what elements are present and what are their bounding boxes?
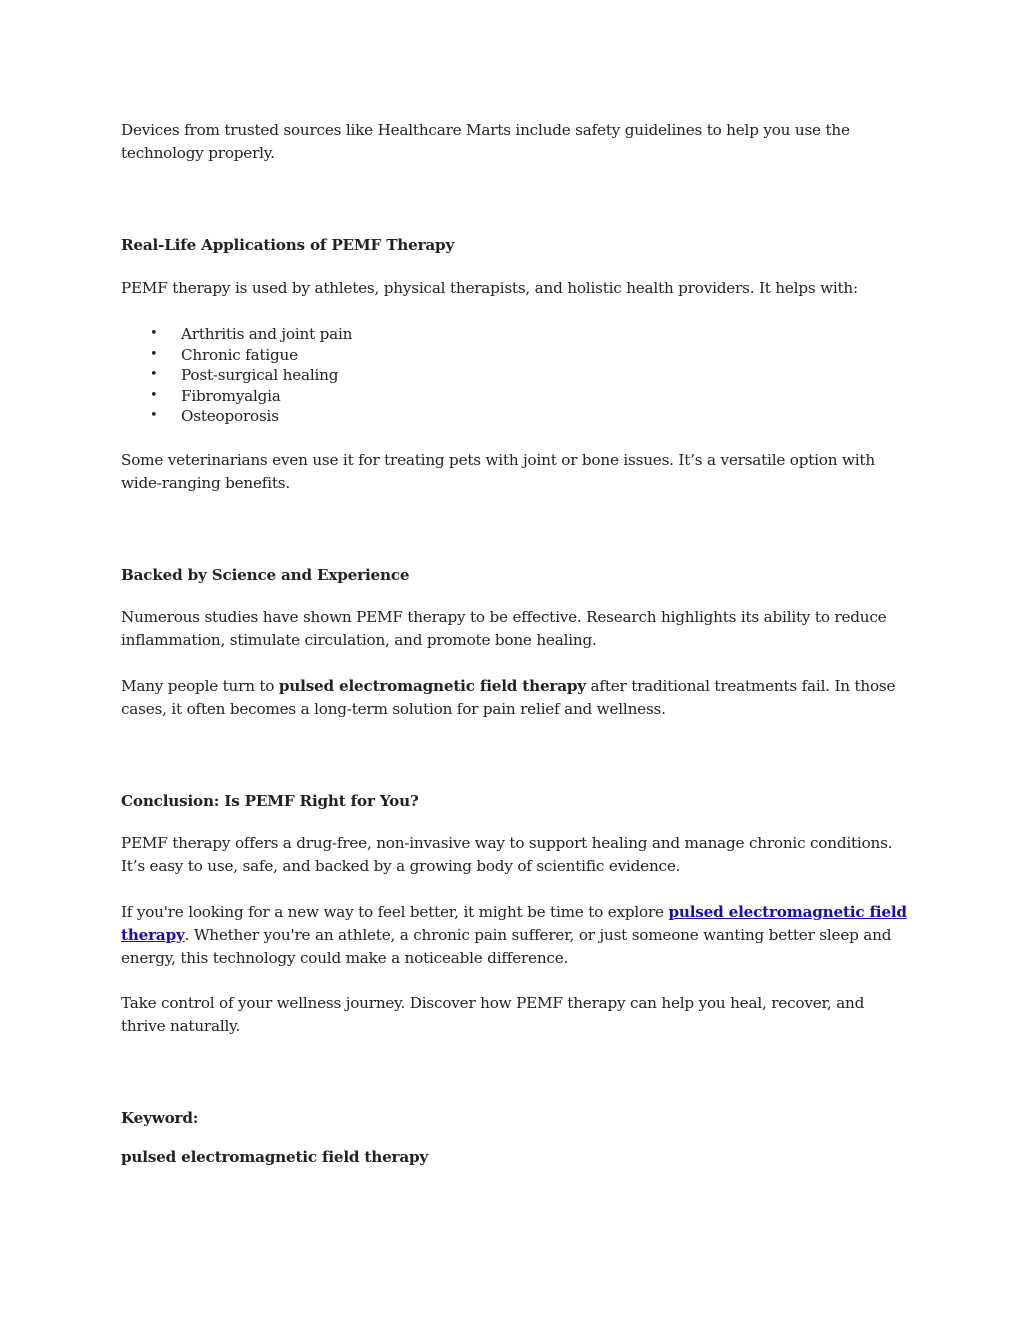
keyword-label: Keyword: [121,1109,199,1127]
list-item [121,386,352,407]
science-paragraph-2-end: after traditional treatments fail. In those cases, it often becomes a long-term solution for pain relief and wellness. [121,677,896,718]
conclusion-paragraph-3: Take control of your wellness journey. Discover how PEMF therapy can help you heal, recover, and thrive naturally. [121,994,865,1035]
intro-paragraph: Devices from trusted sources like Healthcare Marts include safety guidelines to help you use the technology properly. [121,121,850,162]
bullet-icon: • [150,408,158,424]
pemf-therapy-link[interactable]: pulsed electromagnetic field therapy [121,903,907,944]
bullet-icon: • [150,326,158,341]
list-item-text: Osteoporosis [181,407,279,426]
conclusion-paragraph-2 [121,901,907,970]
applications-heading: Real-Life Applications of PEMF Therapy [121,236,455,254]
conclusion-paragraph-2-end: . Whether you're an athlete, a chronic pain sufferer, or just someone wanting better sleep and energy, this technology could make a noticeable difference. [121,926,892,967]
bullet-icon: • [150,367,158,383]
conclusion-heading: Conclusion: Is PEMF Right for You? [121,792,419,810]
list-item [121,406,352,427]
science-paragraph-1: Numerous studies have shown PEMF therapy to be effective. Research highlights its ability to reduce inflammation, stimulate circulation, and promote bone healing. [121,608,887,649]
list-item-text: Arthritis and joint pain [181,325,353,343]
bullet-icon: • [150,387,158,403]
science-heading: Backed by Science and Experience [121,566,410,584]
list-item-text: Post-surgical healing [181,366,339,385]
bullet-icon: • [150,346,158,362]
science-paragraph-2 [121,675,907,721]
keyword-value: pulsed electromagnetic field therapy [121,1148,429,1166]
science-paragraph-2-start: Many people turn to [121,677,279,695]
list-item-text: Chronic fatigue [181,345,298,364]
list-item-text: Fibromyalgia [181,386,281,405]
conclusion-paragraph-2-start: If you're looking for a new way to feel better, it might be time to explore [121,903,669,921]
applications-list [121,324,352,427]
applications-intro: PEMF therapy is used by athletes, physical therapists, and holistic health providers. It helps with: [121,279,858,297]
keyword-highlight: pulsed electromagnetic field therapy [278,677,586,695]
list-item [121,324,352,345]
list-item [121,365,352,386]
applications-closing: Some veterinarians even use it for treating pets with joint or bone issues. It’s a versatile option with wide-ranging benefits. [121,451,875,492]
conclusion-paragraph-1: PEMF therapy offers a drug-free, non-invasive way to support healing and manage chronic conditions. It’s easy to use, safe, and backed by a growing body of scientific evidence. [121,834,893,875]
list-item [121,345,352,366]
